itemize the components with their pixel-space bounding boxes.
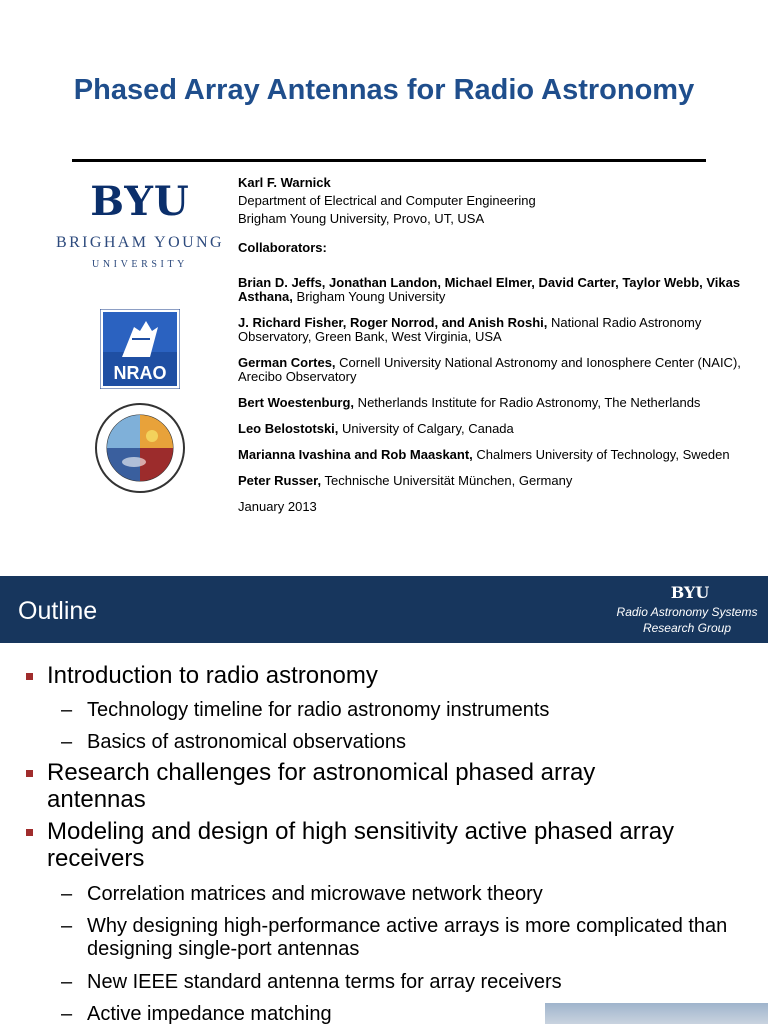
dash-marker: – bbox=[61, 915, 73, 937]
outline-title: Outline bbox=[18, 597, 98, 625]
byu-logo-wordmark: BYU bbox=[90, 178, 190, 225]
header-group-line2: Research Group bbox=[642, 621, 732, 635]
author-department: Department of Electrical and Computer Engineering bbox=[238, 193, 536, 208]
outline-subitem: New IEEE standard antenna terms for array receivers bbox=[87, 971, 562, 993]
dash-marker: – bbox=[61, 883, 73, 905]
outline-subitem: Why designing high-performance active arrays is more complicated than designing single-port antennas bbox=[87, 915, 728, 960]
collaborator-affiliation: Chalmers University of Technology, Sweden bbox=[472, 447, 730, 462]
dash-marker: – bbox=[61, 731, 73, 753]
dash-marker: – bbox=[61, 699, 73, 721]
collaborator-names: J. Richard Fisher, Roger Norrod, and Anish Roshi, bbox=[238, 315, 548, 330]
collaborator-affiliation: University of Calgary, Canada bbox=[338, 421, 514, 436]
collaborator-affiliation: Brigham Young University bbox=[292, 289, 446, 304]
outline-subitem: Active impedance matching bbox=[87, 1003, 332, 1025]
collaborator-names: Brian D. Jeffs, Jonathan Landon, Michael Elmer, David Carter, Taylor Webb, Vikas Asthana, bbox=[238, 275, 741, 304]
header-byu-logo: BYU bbox=[670, 583, 710, 602]
collaborator-affiliation: Technische Universität München, Germany bbox=[321, 473, 573, 488]
collaborator-names: Leo Belostotski, bbox=[238, 421, 339, 436]
dash-marker: – bbox=[61, 1003, 73, 1025]
outline-subitem: Correlation matrices and microwave network theory bbox=[87, 883, 543, 905]
bullet-marker bbox=[26, 770, 33, 777]
outline-item: Research challenges for astronomical phased array antennas bbox=[47, 759, 596, 813]
header-group-line1: Radio Astronomy Systems bbox=[616, 605, 758, 619]
telescope-photo bbox=[545, 1003, 768, 1024]
collaborator-names: Bert Woestenburg, bbox=[238, 395, 355, 410]
svg-text:NRAO: NRAO bbox=[113, 363, 167, 383]
collaborator-affiliation: National Radio Astronomy Observatory, Green Bank, West Virginia, USA bbox=[238, 315, 702, 344]
collaborator-affiliation: Netherlands Institute for Radio Astronomy, The Netherlands bbox=[354, 395, 701, 410]
collaborator-names: Peter Russer, bbox=[238, 473, 322, 488]
outline-item: Introduction to radio astronomy bbox=[47, 662, 378, 689]
collaborator-affiliation: Cornell University National Astronomy and Ionosphere Center (NAIC), Arecibo Observatory bbox=[238, 355, 741, 384]
outline-subitem: Technology timeline for radio astronomy instruments bbox=[87, 699, 550, 721]
bullet-marker bbox=[26, 829, 33, 836]
dash-marker: – bbox=[61, 971, 73, 993]
author-name: Karl F. Warnick bbox=[238, 175, 331, 190]
collaborator-names: Marianna Ivashina and Rob Maaskant, bbox=[238, 447, 473, 462]
collaborators-heading: Collaborators: bbox=[238, 240, 327, 255]
byu-logo-line1: BRIGHAM YOUNG bbox=[56, 234, 224, 251]
author-university: Brigham Young University, Provo, UT, USA bbox=[238, 211, 485, 226]
bullet-marker bbox=[26, 673, 33, 680]
outline-subitem: Basics of astronomical observations bbox=[87, 731, 407, 753]
byu-logo-line2: UNIVERSITY bbox=[92, 259, 188, 270]
collaborator-names: German Cortes, bbox=[238, 355, 336, 370]
outline-item: Modeling and design of high sensitivity active phased array receivers bbox=[47, 818, 675, 872]
presentation-date: January 2013 bbox=[238, 499, 317, 514]
slide-title: Phased Array Antennas for Radio Astronomy bbox=[73, 74, 695, 106]
